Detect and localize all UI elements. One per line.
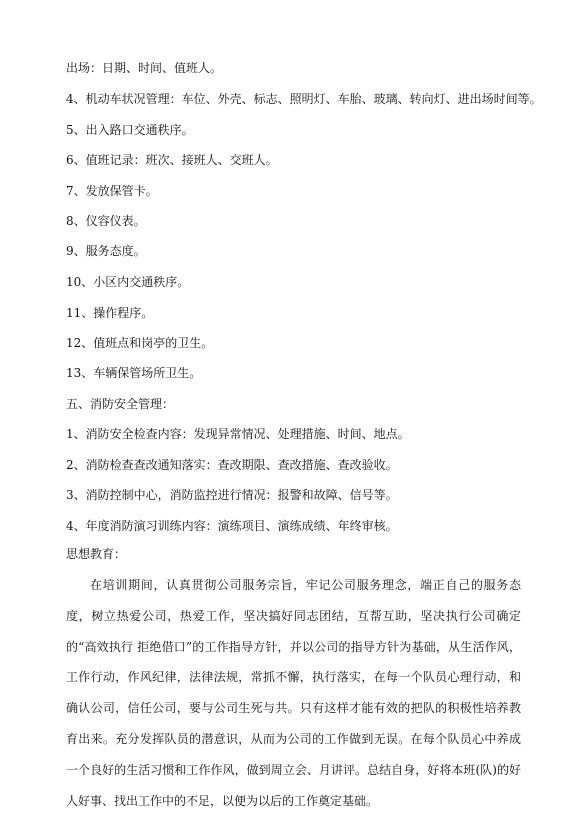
text-line-traffic-order: 10、小区内交通秩序。 — [66, 275, 190, 289]
text-line-fire-notice: 2、消防检查查改通知落实：查改期限、查改措施、查改验收。 — [66, 458, 398, 472]
text-line-fire-inspection: 1、消防安全检查内容：发现异常情况、处理措施、时间、地点。 — [66, 427, 410, 441]
section-heading-education: 思想教育： — [66, 547, 127, 561]
section-heading-fire-safety: 五、消防安全管理： — [66, 397, 175, 411]
text-line-service-attitude: 9、服务态度。 — [66, 244, 146, 258]
text-line-fire-drill: 4、年度消防演习训练内容：演练项目、演练成绩、年终审核。 — [66, 519, 398, 533]
text-line-duty-record: 6、值班记录：班次、接班人、交班人。 — [66, 153, 278, 167]
text-line-post-hygiene: 12、值班点和岗亭的卫生。 — [66, 336, 214, 350]
text-line-entry-info: 出场：日期、时间、值班人。 — [66, 61, 223, 75]
text-line-custody-card: 7、发放保管卡。 — [66, 184, 158, 198]
text-line-intersection: 5、出入路口交通秩序。 — [66, 123, 194, 137]
text-line-procedure: 11、操作程序。 — [66, 306, 154, 320]
text-line-parking-hygiene: 13、车辆保管场所卫生。 — [66, 366, 202, 380]
text-line-appearance: 8、仪容仪表。 — [66, 214, 146, 228]
text-line-fire-control: 3、消防控制中心，消防监控进行情况：报警和故障、信号等。 — [66, 488, 398, 502]
education-paragraph: 在培训期间，认真贯彻公司服务宗旨，牢记公司服务理念，端正自己的服务态度，树立热爱公司，热爱工作，坚决搞好同志团结，互帮互助，坚决执行公司确定的“高效执行 拒绝借口”的工作指导方针，并以公司的指导方针为基础，从生活作风，工作行动，作风纪律，法律法规，常抓不懈，执行落实，在每一个队员心理行动，和确认公司，信任公司，要与公司生死与共。只有这样才能有效的把队的积极性培养教育出来。充分发挥队员的潜意识，从而为公司的工作做到无误。在每个队员心中养成一个良好的生活习惯和工作作风，做到周立会、月讲评。总结自身，好将本班(队)的好人好事、找出工作中的不足，以便为以后的工作奠定基础。 — [66, 578, 521, 808]
text-line-vehicle-status: 4、机动车状况管理：车位、外壳、标志、照明灯、车胎、玻璃、转向灯、进出场时间等。 — [66, 92, 542, 106]
